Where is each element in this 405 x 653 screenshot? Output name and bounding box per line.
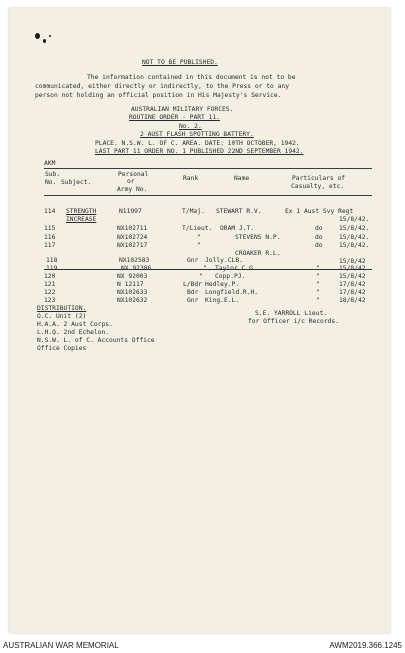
table-row-name: King.E.L. <box>205 297 240 304</box>
table-row-no: 114 <box>44 208 56 215</box>
punch-hole-mark <box>43 39 46 43</box>
footer-institution: AUSTRALIAN WAR MEMORIAL <box>3 641 119 650</box>
table-row-date: 18/8/42 <box>339 297 366 304</box>
document-heading: NOT TO BE PUBLISHED. <box>142 59 218 66</box>
table-row-name: Hedley.P. <box>205 281 240 288</box>
distribution-heading: DISTRIBUTION. <box>37 305 87 312</box>
table-row-particular: do <box>315 225 323 232</box>
signature-name: S.E. YARROLL Lieut. <box>255 310 328 317</box>
table-row-rank: " <box>203 265 207 272</box>
distribution-item: N.S.W. L. of C. Accounts Office <box>37 337 155 344</box>
table-row-army-no: NX102717 <box>117 242 148 249</box>
table-row-no: 123 <box>44 297 56 304</box>
table-row-army-no: N 12117 <box>117 281 144 288</box>
table-row-no: 117 <box>44 242 56 249</box>
table-row-army-no: NX102583 <box>119 257 150 264</box>
table-row-rank: " <box>197 242 201 249</box>
order-title-number: No. 2. <box>179 123 202 130</box>
notice-line-1: The information contained in this document is not to be <box>87 74 296 81</box>
order-title-part: ROUTINE ORDER - PART 11. <box>129 114 220 121</box>
table-row-no: 122 <box>44 289 56 296</box>
table-row-rank: " <box>199 273 203 280</box>
table-row-rank: Bdr <box>187 289 199 296</box>
col-header-sub: Sub. <box>45 171 61 178</box>
table-row-date: 15/8/42 <box>339 265 366 272</box>
punch-hole-mark <box>35 33 40 39</box>
table-row-no: 120 <box>44 273 56 280</box>
table-row-rank: " <box>197 234 201 241</box>
notice-line-2: communicated, either directly or indirectly, to the Press or to any <box>35 83 290 90</box>
table-row-date: 15/8/42. <box>339 242 370 249</box>
table-row-no: 116 <box>44 234 56 241</box>
table-row-subject: STRENGTH <box>66 208 97 215</box>
table-row-particular: " <box>316 297 320 304</box>
order-last-published: LAST PART 11 ORDER NO. 1 PUBLISHED 22ND SEPTEMBER 1942. <box>95 148 304 155</box>
order-title-forces: AUSTRALIAN MILITARY FORCES. <box>131 106 234 113</box>
col-header-name: Name <box>234 175 250 182</box>
col-header-casualty: Casualty, etc. <box>291 183 345 190</box>
table-row-army-no: NX102711 <box>117 225 148 232</box>
table-header-rule <box>44 195 372 196</box>
col-header-no: No. <box>45 179 57 186</box>
table-row-no: 118 <box>46 257 58 264</box>
col-header-subject: Subject. <box>61 179 92 186</box>
table-row-no: 119 <box>46 265 58 272</box>
table-row-date: 15/8/42 <box>339 258 366 265</box>
table-row-particular: Ex 1 Aust Svy Regt <box>285 208 354 215</box>
table-row-rank: Gnr <box>187 297 199 304</box>
punch-hole-mark <box>49 35 51 37</box>
table-row-rank: T/Maj. <box>182 208 205 215</box>
distribution-item: O.C. Unit (2) <box>37 313 87 320</box>
table-row-army-no: NX102724 <box>117 234 148 241</box>
distribution-item: L.H.Q. 2nd Echelon. <box>37 329 110 336</box>
table-row-name: CROAKER R.L. <box>235 250 281 257</box>
akm-label: AKM <box>44 160 56 167</box>
table-row-army-no: NX102632 <box>117 297 148 304</box>
table-row-rank: L/Bdr <box>183 281 202 288</box>
table-row-particular: " <box>316 281 320 288</box>
table-row-army-no: N11997 <box>119 208 142 215</box>
table-row-date: 15/8/42 <box>339 273 366 280</box>
table-row-name: STEWART R.V. <box>216 208 262 215</box>
table-top-rule <box>44 168 372 169</box>
table-row-particular: " <box>316 289 320 296</box>
order-place-date: PLACE. N.S.W. L. OF C. AREA. DATE: 10TH OCTOBER, 1942. <box>95 140 300 147</box>
table-row-date: 17/8/42 <box>339 289 366 296</box>
signature-title: for Officer i/c Records. <box>248 318 339 325</box>
table-row-particular: " <box>316 265 320 272</box>
table-row-no: 121 <box>44 281 56 288</box>
table-row-date: 15/8/42. <box>339 234 370 241</box>
distribution-item: H.A.A. 2 Aust Corps. <box>37 321 113 328</box>
table-row-army-no: NX102633 <box>117 289 148 296</box>
col-header-rank: Rank <box>183 175 199 182</box>
table-row-army-no: NX 92386 <box>121 265 152 272</box>
table-row-name: Taylor C.G. <box>215 265 257 272</box>
table-row-subject: INCREASE <box>66 216 97 223</box>
table-row-name: ORAM J.T. <box>220 225 255 232</box>
distribution-item: Office Copies <box>37 345 87 352</box>
col-header-particulars: Particulars of <box>292 175 346 182</box>
table-row-name: STEVENS N.P. <box>235 234 281 241</box>
footer-accession-number: AWM2019.366.1245 <box>329 641 402 650</box>
table-row-particular: do <box>315 242 323 249</box>
col-header-or: or <box>127 178 135 185</box>
notice-line-3: person not holding an official position in His Majesty's Service. <box>35 92 282 99</box>
row-strikethrough <box>44 269 372 270</box>
table-row-date: 17/8/42 <box>339 281 366 288</box>
table-row-name: Longfield.R.H. <box>205 289 259 296</box>
table-row-name: Jolly.CLB. <box>205 257 243 264</box>
table-row-date: 15/8/42. <box>339 225 370 232</box>
col-header-personal: Personal <box>118 171 149 178</box>
table-row-army-no: NX 92003 <box>117 273 148 280</box>
table-row-rank: T/Lieut. <box>182 225 213 232</box>
table-row-rank: Gnr <box>187 257 199 264</box>
table-row-name: Copp.PJ. <box>215 273 246 280</box>
table-row-date: 15/8/42. <box>339 216 370 223</box>
table-row-particular: do <box>315 234 323 241</box>
col-header-army-no: Army No. <box>117 186 148 193</box>
order-title-unit: 2 AUST FLASH SPOTTING BATTERY. <box>140 131 254 138</box>
table-row-particular: " <box>316 273 320 280</box>
document-sheet <box>9 8 390 633</box>
table-row-no: 115 <box>44 225 56 232</box>
